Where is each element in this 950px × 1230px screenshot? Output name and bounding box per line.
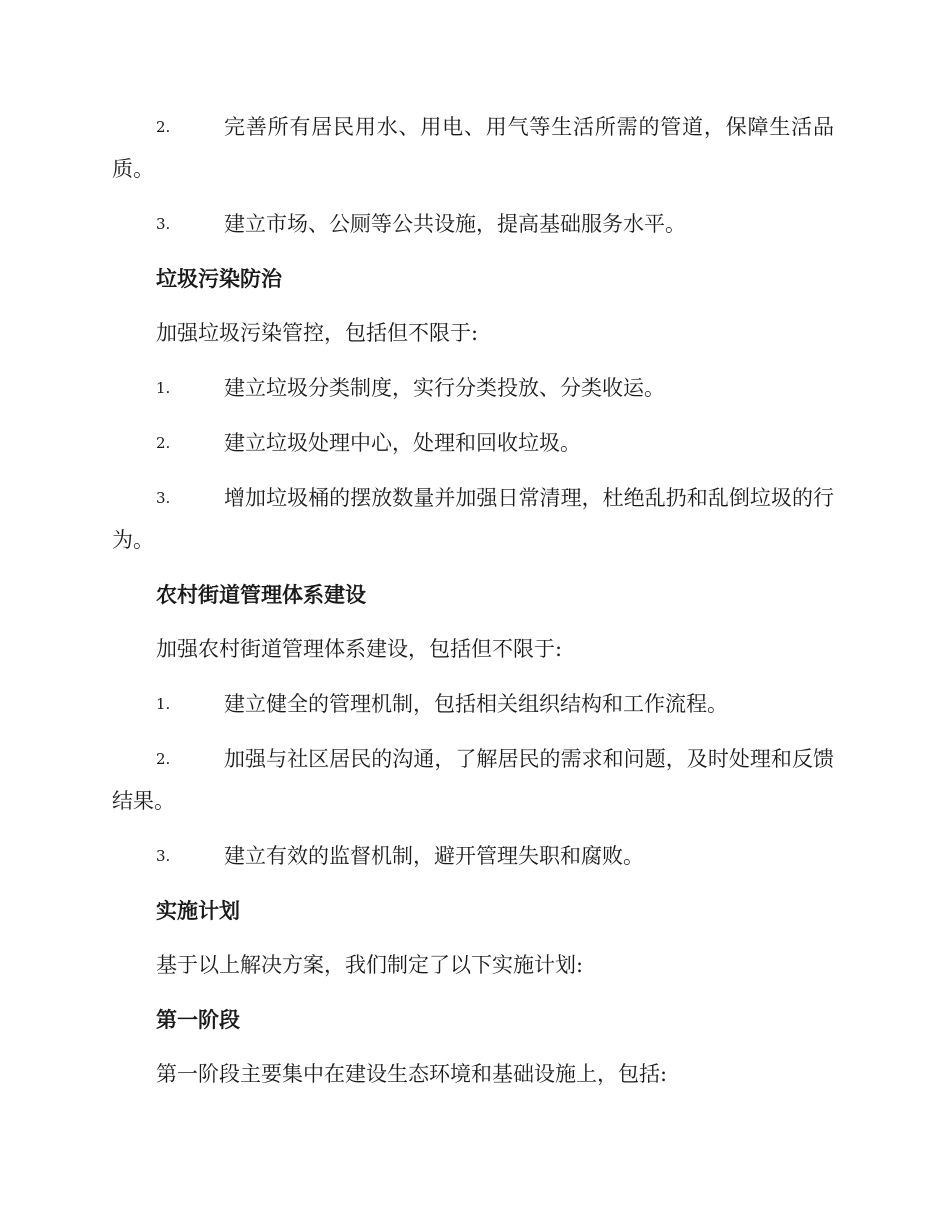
list-text: 建立健全的管理机制，包括相关组织结构和工作流程。 — [224, 692, 728, 716]
section-heading-waste: 垃圾污染防治 — [156, 266, 282, 291]
list-item — [112, 835, 834, 877]
list-number: 3. — [156, 489, 171, 507]
list-text: 增加垃圾桶的摆放数量并加强日常清理，杜绝乱扔和乱倒垃圾的行为。 — [112, 486, 834, 552]
list-item — [112, 477, 834, 561]
list-item — [112, 203, 834, 245]
section-heading-street: 农村街道管理体系建设 — [156, 582, 366, 607]
section-intro-phase1: 第一阶段主要集中在建设生态环境和基础设施上，包括: — [156, 1062, 668, 1086]
section-intro-waste: 加强垃圾污染管控，包括但不限于: — [156, 321, 479, 345]
list-number: 3. — [156, 215, 171, 233]
list-text: 建立垃圾分类制度，实行分类投放、分类收运。 — [224, 376, 665, 400]
list-number: 2. — [156, 434, 171, 452]
section-intro-plan: 基于以上解决方案，我们制定了以下实施计划: — [156, 953, 584, 977]
list-item — [112, 422, 834, 464]
list-item — [112, 367, 834, 409]
list-text: 加强与社区居民的沟通，了解居民的需求和问题，及时处理和反馈结果。 — [112, 747, 834, 813]
list-number: 1. — [156, 695, 171, 713]
list-item — [112, 738, 834, 822]
list-number: 3. — [156, 847, 171, 865]
list-item — [112, 106, 834, 190]
list-number: 2. — [156, 118, 171, 136]
list-text: 建立垃圾处理中心，处理和回收垃圾。 — [224, 431, 581, 455]
list-number: 1. — [156, 379, 171, 397]
list-item — [112, 683, 834, 725]
section-heading-plan: 实施计划 — [156, 898, 240, 923]
list-text: 完善所有居民用水、用电、用气等生活所需的管道，保障生活品质。 — [112, 115, 834, 181]
section-intro-street: 加强农村街道管理体系建设，包括但不限于: — [156, 637, 563, 661]
list-number: 2. — [156, 750, 171, 768]
list-text: 建立有效的监督机制，避开管理失职和腐败。 — [224, 844, 644, 868]
section-heading-phase1: 第一阶段 — [156, 1007, 240, 1032]
list-text: 建立市场、公厕等公共设施，提高基础服务水平。 — [224, 212, 686, 236]
